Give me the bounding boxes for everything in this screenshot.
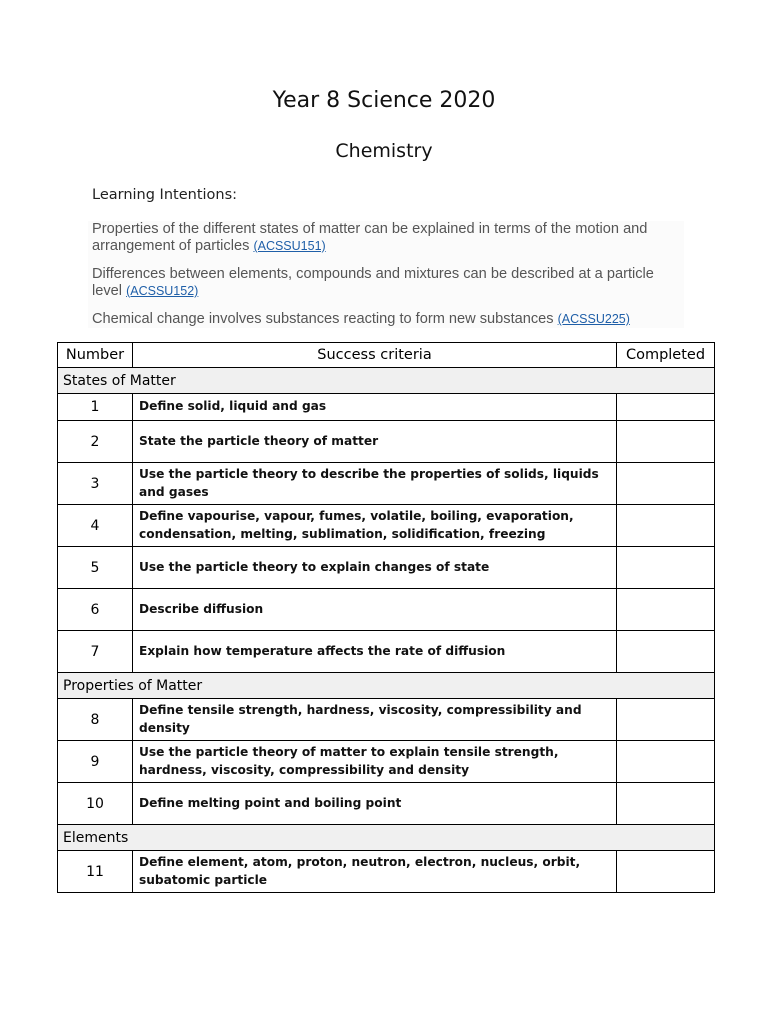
- row-criteria: Use the particle theory to describe the properties of solids, liquids and gases: [133, 463, 617, 505]
- table-row: [58, 505, 715, 547]
- success-criteria-table: [57, 342, 715, 893]
- learning-intention: [92, 221, 680, 255]
- row-number: 10: [58, 783, 133, 825]
- row-criteria: Use the particle theory of matter to explain tensile strength, hardness, viscosity, compressibility and density: [133, 741, 617, 783]
- section-title: States of Matter: [58, 368, 715, 394]
- table-row: [58, 699, 715, 741]
- learning-intention-text: Properties of the different states of matter can be explained in terms of the motion and arrangement of particles: [92, 221, 648, 254]
- row-criteria: Define melting point and boiling point: [133, 783, 617, 825]
- table-row: [58, 589, 715, 631]
- completed-cell[interactable]: [617, 394, 715, 421]
- learning-intentions-heading: Learning Intentions:: [92, 187, 238, 203]
- document-subtitle: Chemistry: [335, 140, 433, 162]
- table-header-row: [58, 343, 715, 368]
- row-criteria: Use the particle theory to explain changes of state: [133, 547, 617, 589]
- table-row: [58, 547, 715, 589]
- completed-cell[interactable]: [617, 631, 715, 673]
- row-number: 5: [58, 547, 133, 589]
- section-row: [58, 368, 715, 394]
- section-row: [58, 673, 715, 699]
- row-criteria: Define vapourise, vapour, fumes, volatile, boiling, evaporation, condensation, melting, sublimation, solidification, freezing: [133, 505, 617, 547]
- header-number: Number: [58, 343, 133, 368]
- completed-cell[interactable]: [617, 463, 715, 505]
- row-number: 9: [58, 741, 133, 783]
- learning-intention: [92, 311, 680, 328]
- section-title: Elements: [58, 825, 715, 851]
- row-criteria: Explain how temperature affects the rate of diffusion: [133, 631, 617, 673]
- table-row: [58, 463, 715, 505]
- curriculum-code-link[interactable]: (ACSSU152): [126, 284, 199, 298]
- completed-cell[interactable]: [617, 699, 715, 741]
- curriculum-code-link[interactable]: (ACSSU225): [557, 312, 630, 326]
- row-criteria: Describe diffusion: [133, 589, 617, 631]
- completed-cell[interactable]: [617, 421, 715, 463]
- completed-cell[interactable]: [617, 505, 715, 547]
- table-row: [58, 394, 715, 421]
- curriculum-code-link[interactable]: (ACSSU151): [253, 239, 326, 253]
- header-completed: Completed: [617, 343, 715, 368]
- row-criteria: Define solid, liquid and gas: [133, 394, 617, 421]
- table-row: [58, 421, 715, 463]
- table-row: [58, 851, 715, 893]
- completed-cell[interactable]: [617, 547, 715, 589]
- table-row: [58, 783, 715, 825]
- row-number: 1: [58, 394, 133, 421]
- row-number: 6: [58, 589, 133, 631]
- row-criteria: Define tensile strength, hardness, viscosity, compressibility and density: [133, 699, 617, 741]
- completed-cell[interactable]: [617, 589, 715, 631]
- row-number: 3: [58, 463, 133, 505]
- learning-intention-text: Chemical change involves substances reacting to form new substances: [92, 311, 554, 327]
- table-row: [58, 631, 715, 673]
- row-criteria: Define element, atom, proton, neutron, electron, nucleus, orbit, subatomic particle: [133, 851, 617, 893]
- row-number: 8: [58, 699, 133, 741]
- learning-intention-text: Differences between elements, compounds and mixtures can be described at a particle level: [92, 266, 654, 299]
- header-success-criteria: Success criteria: [133, 343, 617, 368]
- row-number: 2: [58, 421, 133, 463]
- learning-intentions-list: [88, 221, 684, 328]
- completed-cell[interactable]: [617, 783, 715, 825]
- document-title: Year 8 Science 2020: [272, 88, 496, 113]
- row-criteria: State the particle theory of matter: [133, 421, 617, 463]
- completed-cell[interactable]: [617, 741, 715, 783]
- table-row: [58, 741, 715, 783]
- row-number: 4: [58, 505, 133, 547]
- row-number: 11: [58, 851, 133, 893]
- section-title: Properties of Matter: [58, 673, 715, 699]
- section-row: [58, 825, 715, 851]
- learning-intention: [92, 266, 680, 300]
- completed-cell[interactable]: [617, 851, 715, 893]
- row-number: 7: [58, 631, 133, 673]
